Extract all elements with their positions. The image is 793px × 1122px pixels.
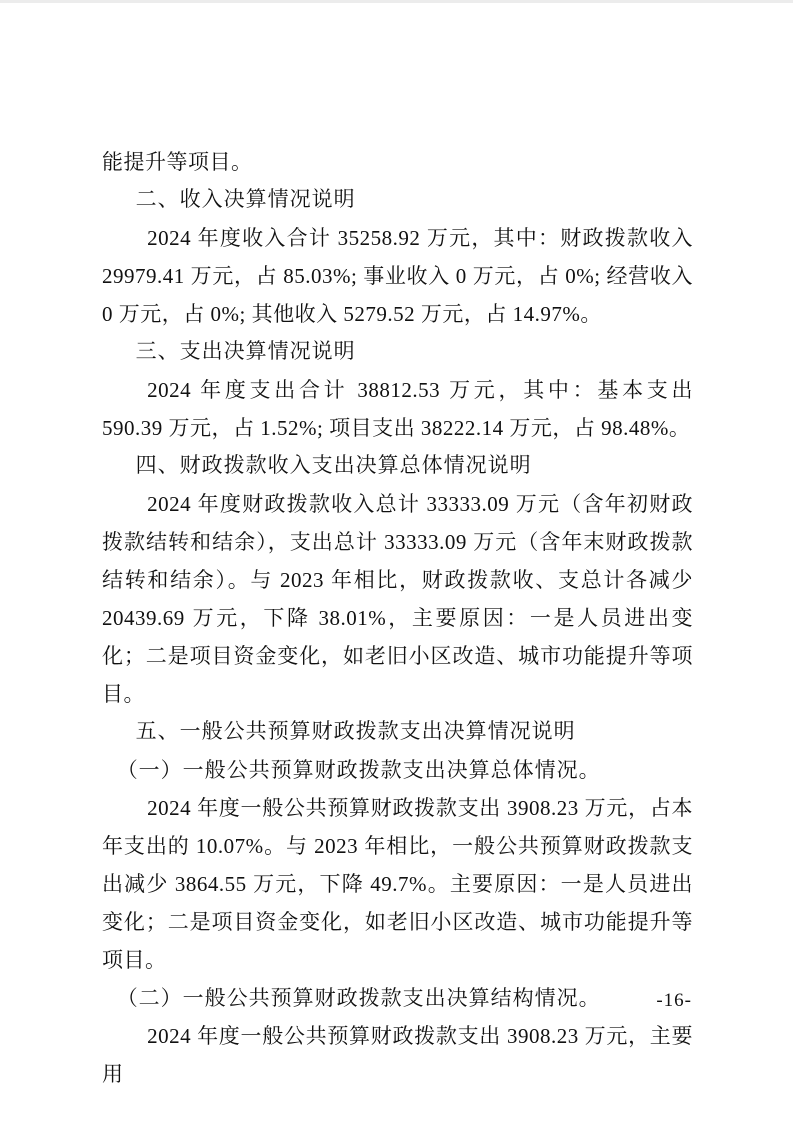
page-content — [102, 143, 693, 1093]
section-heading-general-public-budget: 五、一般公共预算财政拨款支出决算情况说明 — [135, 720, 576, 743]
subsection-heading-overall-situation: （一）一般公共预算财政拨款支出决算总体情况。 — [116, 758, 601, 782]
paragraph-general-budget-overall-details: 2024 年度一般公共预算财政拨款支出 3908.23 万元，占本年支出的 10.07%。与 2023 年相比，一般公共预算财政拨款支出减少 3864.55 万元，下降 49.7%。主要原因：一是人员进出变化；二是项目资金变化，如老旧小区改造、城市功能提升等项目。 — [102, 796, 693, 972]
subsection-heading-structure-situation: （二）一般公共预算财政拨款支出决算结构情况。 — [116, 986, 601, 1010]
page-number: -16- — [656, 990, 692, 1011]
section-heading-income: 二、收入决算情况说明 — [135, 188, 356, 211]
paragraph-expenditure-details: 2024 年度支出合计 38812.53 万元，其中：基本支出 590.39 万元，占 1.52%; 项目支出 38222.14 万元，占 98.48%。 — [102, 378, 693, 440]
paragraph-income-details: 2024 年度收入合计 35258.92 万元，其中：财政拨款收入 29979.41 万元，占 85.03%; 事业收入 0 万元，占 0%; 经营收入 0 万元，占 0%; 其他收入 5279.52 万元，占 14.97%。 — [102, 226, 693, 326]
paragraph-general-budget-structure-details: 2024 年度一般公共预算财政拨款支出 3908.23 万元，主要用 — [102, 1024, 693, 1086]
paragraph-fiscal-appropriation-details: 2024 年度财政拨款收入总计 33333.09 万元（含年初财政拨款结转和结余），支出总计 33333.09 万元（含年末财政拨款结转和结余）。与 2023 年相比，财政拨款收、支总计各减少 20439.69 万元，下降 38.01%，主要原因：一是人员进出变化；二是项目资金变化，如老旧小区改造、城市功能提升等项目。 — [102, 492, 693, 706]
paragraph-continuation: 能提升等项目。 — [102, 150, 253, 174]
section-heading-fiscal-appropriation-overall: 四、财政拨款收入支出决算总体情况说明 — [135, 454, 532, 477]
page-top-edge — [0, 0, 793, 3]
section-heading-expenditure: 三、支出决算情况说明 — [135, 340, 356, 363]
